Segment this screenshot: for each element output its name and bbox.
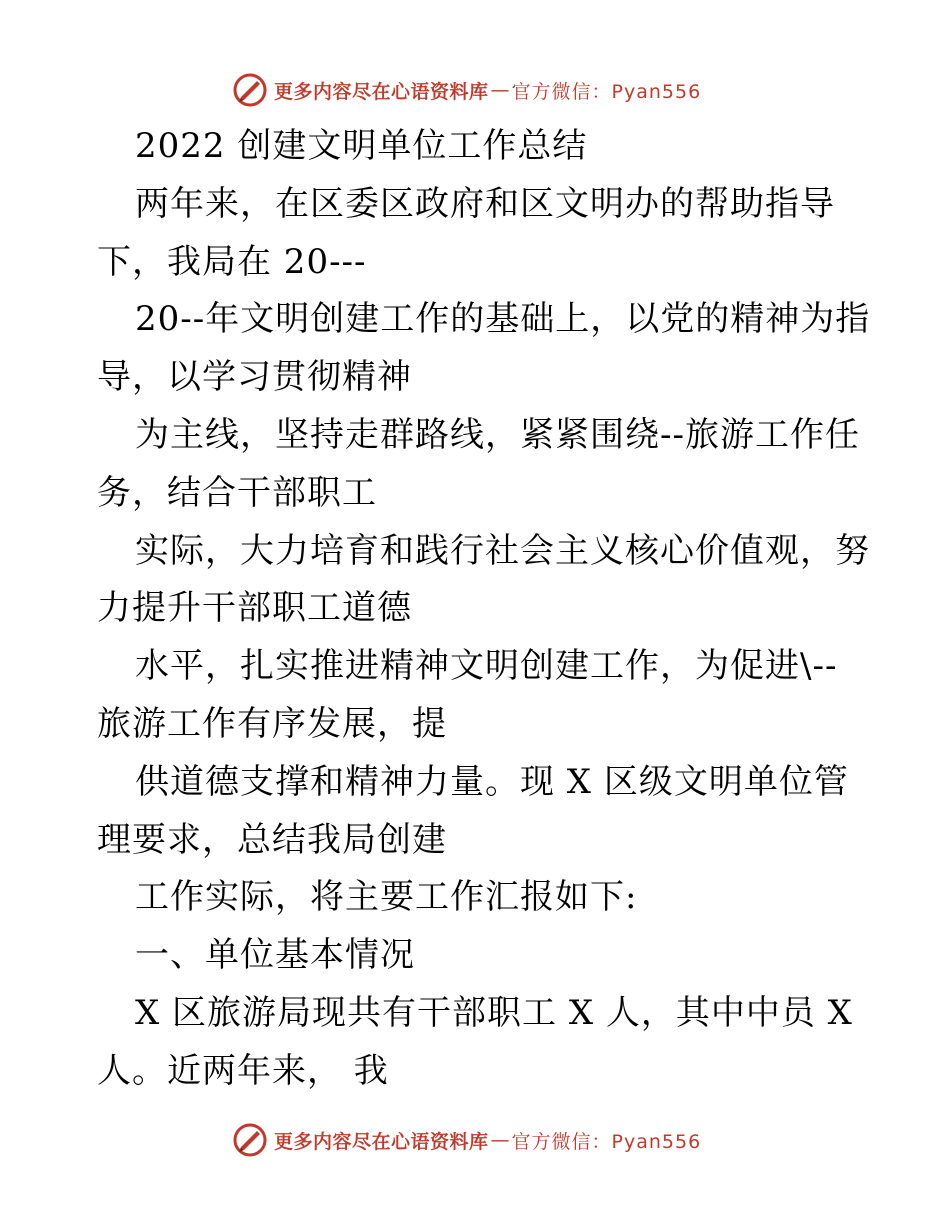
footer-banner [232,1120,752,1160]
text-line: 两年来，在区委区政府和区文明办的帮助指导 [135,183,835,224]
header-banner [232,70,752,110]
text-line: 导，以学习贯彻精神 [97,357,412,398]
text-line: 水平，扎实推进精神文明创建工作，为促进\-- [135,646,838,687]
text-line: 力提升干部职工道德 [97,588,412,629]
text-line: 理要求，总结我局创建 [97,819,447,860]
text-line: 人。近两年来， 我 [97,1050,389,1091]
document-body [97,118,877,1101]
text-line: 务，结合干部职工 [97,472,377,513]
text-line: 实际，大力培育和践行社会主义核心价值观，努 [135,530,870,571]
text-line: 20--年文明创建工作的基础上，以党的精神为指 [135,299,871,340]
banner-contact: 官方微信：Pyan556 [511,1130,702,1153]
banner-text: 更多内容尽在心语资料库 [274,1130,489,1153]
banner-separator: — [490,79,510,101]
banner-text: 更多内容尽在心语资料库 [274,80,489,103]
text-line: 供道德支撑和精神力量。现 X 区级文明单位管 [135,761,849,802]
text-line: 下，我局在 20--- [97,241,367,282]
text-line: 一、单位基本情况 [135,935,415,976]
text-line: 为主线，坚持走群路线，紧紧围绕--旅游工作任 [135,414,860,455]
text-line: 旅游工作有序发展，提 [97,703,447,744]
banner-separator: — [490,1129,510,1151]
red-pen-circle-logo-icon [232,1122,268,1158]
text-line: 2022 创建文明单位工作总结 [135,126,588,166]
banner-contact: 官方微信：Pyan556 [511,80,702,103]
red-pen-circle-logo-icon [232,72,268,108]
text-line: 工作实际，将主要工作汇报如下: [135,877,638,918]
text-line: X 区旅游局现共有干部职工 X 人，其中中员 X [135,992,853,1033]
